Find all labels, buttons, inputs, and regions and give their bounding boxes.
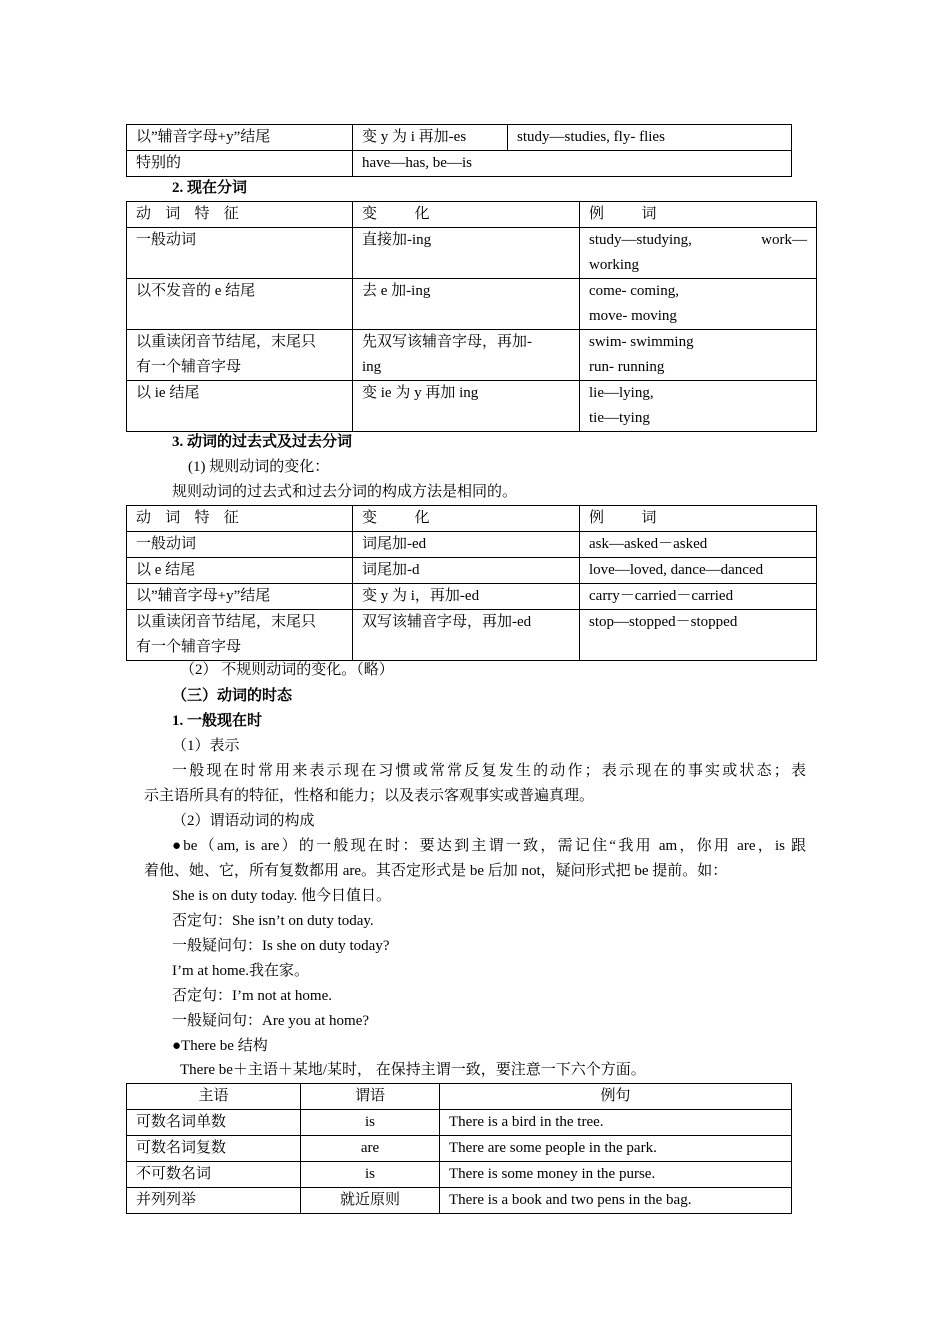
paragraph-text: 规则动词的过去式和过去分词的构成方法是相同的。 xyxy=(172,484,518,500)
table-cell xyxy=(580,279,817,330)
table-row xyxy=(127,584,817,610)
paragraph-line: 一般现在时常用来表示现在习惯或常常反复发生的动作；表示现在的事实或状态；表 xyxy=(172,763,806,779)
spelling-table-continued xyxy=(126,124,792,177)
part-heading: （三）动词的时态 xyxy=(172,688,293,704)
table-cell: 并列列举 xyxy=(127,1188,301,1214)
column-header: 动 词 特 征 xyxy=(127,202,353,228)
table-row xyxy=(127,532,817,558)
cell-line: tie—tying xyxy=(589,410,650,426)
table-cell: 去 e 加-ing xyxy=(353,279,580,330)
table-cell: 直接加-ing xyxy=(353,228,580,279)
present-participle-table xyxy=(126,201,817,432)
table-row xyxy=(127,330,817,381)
subsection-heading: ●There be 结构 xyxy=(172,1038,268,1054)
table-header-row xyxy=(127,506,817,532)
table-cell: have—has, be—is xyxy=(353,151,792,177)
example-line: She is on duty today. 他今日值日。 xyxy=(172,888,392,904)
there-be-table xyxy=(126,1083,792,1214)
table-row xyxy=(127,279,817,330)
paragraph-line: 示主语所具有的特征，性格和能力；以及表示客观事实或普遍真理。 xyxy=(144,788,595,804)
cell-line: 有一个辅音字母 xyxy=(136,359,242,375)
cell-line: swim- swimming xyxy=(589,334,694,350)
table-cell: stop—stopped－stopped xyxy=(580,610,817,661)
cell-line: run- running xyxy=(589,359,665,375)
subsection-heading: （2）谓语动词的构成 xyxy=(172,813,315,829)
table-cell: 词尾加-ed xyxy=(353,532,580,558)
cell-line: study—studying, work— xyxy=(589,232,807,248)
column-header: 例 词 xyxy=(580,202,817,228)
table-cell: 以不发音的 e 结尾 xyxy=(127,279,353,330)
table-cell: 可数名词单数 xyxy=(127,1110,301,1136)
table-cell: is xyxy=(301,1110,440,1136)
table-cell: 以 e 结尾 xyxy=(127,558,353,584)
table-cell: 以 ie 结尾 xyxy=(127,381,353,432)
table-cell: 就近原则 xyxy=(301,1188,440,1214)
table-row xyxy=(127,228,817,279)
table-row xyxy=(127,558,817,584)
column-header: 主语 xyxy=(127,1084,301,1110)
table-row xyxy=(127,1110,792,1136)
table-cell xyxy=(353,330,580,381)
table-row xyxy=(127,1188,792,1214)
cell-line: come- coming, xyxy=(589,283,679,299)
column-header: 动 词 特 征 xyxy=(127,506,353,532)
table-row xyxy=(127,610,817,661)
cell-line: ing xyxy=(362,359,382,375)
table-cell: 变 y 为 i 再加-es xyxy=(353,125,508,151)
section-heading: 3. 动词的过去式及过去分词 xyxy=(172,434,353,450)
table-cell: love—loved, dance—danced xyxy=(580,558,817,584)
example-line: 否定句：She isn’t on duty today. xyxy=(172,913,374,929)
table-cell: There is a book and two pens in the bag. xyxy=(440,1188,792,1214)
table-cell: 变 y 为 i，再加-ed xyxy=(353,584,580,610)
column-header: 变 化 xyxy=(353,506,580,532)
table-cell: There are some people in the park. xyxy=(440,1136,792,1162)
table-cell xyxy=(580,330,817,381)
table-row xyxy=(127,381,817,432)
column-header: 谓语 xyxy=(301,1084,440,1110)
column-header: 例 词 xyxy=(580,506,817,532)
table-row xyxy=(127,151,792,177)
cell-line: move- moving xyxy=(589,308,677,324)
table-cell: 以”辅音字母+y”结尾 xyxy=(127,584,353,610)
cell-line: lie—lying, xyxy=(589,385,654,401)
table-cell xyxy=(580,381,817,432)
table-cell: 双写该辅音字母，再加-ed xyxy=(353,610,580,661)
table-cell: 一般动词 xyxy=(127,228,353,279)
table-row xyxy=(127,1162,792,1188)
paragraph-text: There be＋主语＋某地/某时， 在保持主谓一致，要注意一下六个方面。 xyxy=(180,1062,646,1078)
example-line: 一般疑问句：Is she on duty today? xyxy=(172,938,390,954)
paragraph-line: 着他、她、它，所有复数都用 are。其否定形式是 be 后加 not，疑问形式把 be 提前。如： xyxy=(144,863,728,879)
table-cell: are xyxy=(301,1136,440,1162)
example-line: 否定句：I’m not at home. xyxy=(172,988,332,1004)
cell-line: 先双写该辅音字母，再加- xyxy=(362,334,532,350)
column-header: 例句 xyxy=(440,1084,792,1110)
table-cell: 一般动词 xyxy=(127,532,353,558)
table-cell: 以”辅音字母+y”结尾 xyxy=(127,125,353,151)
paragraph-line: ●be（am, is are）的一般现在时：要达到主谓一致，需记住“我用 am，你用 are，is 跟 xyxy=(172,838,806,854)
table-cell: ask—asked－asked xyxy=(580,532,817,558)
table-cell: is xyxy=(301,1162,440,1188)
past-tense-table xyxy=(126,505,817,661)
table-cell: There is some money in the purse. xyxy=(440,1162,792,1188)
table-cell: 变 ie 为 y 再加 ing xyxy=(353,381,580,432)
table-cell: 不可数名词 xyxy=(127,1162,301,1188)
table-cell: 词尾加-d xyxy=(353,558,580,584)
section-heading: 2. 现在分词 xyxy=(172,180,248,196)
cell-line: working xyxy=(589,257,639,273)
section-heading: 1. 一般现在时 xyxy=(172,713,263,729)
cell-line: 有一个辅音字母 xyxy=(136,639,242,655)
table-header-row xyxy=(127,202,817,228)
cell-line: 以重读闭音节结尾，末尾只 xyxy=(136,334,317,350)
table-cell: carry－carried－carried xyxy=(580,584,817,610)
subsection-heading: (1) 规则动词的变化： xyxy=(188,459,330,475)
paragraph-text: （2） 不规则动词的变化。（略） xyxy=(180,662,394,678)
table-cell: 特别的 xyxy=(127,151,353,177)
cell-line: 以重读闭音节结尾，末尾只 xyxy=(136,614,317,630)
table-cell xyxy=(580,228,817,279)
table-cell xyxy=(127,330,353,381)
table-cell: 可数名词复数 xyxy=(127,1136,301,1162)
subsection-heading: （1）表示 xyxy=(172,738,240,754)
example-line: 一般疑问句：Are you at home? xyxy=(172,1013,370,1029)
table-row xyxy=(127,125,792,151)
example-line: I’m at home.我在家。 xyxy=(172,963,310,979)
table-row xyxy=(127,1136,792,1162)
table-header-row xyxy=(127,1084,792,1110)
table-cell: There is a bird in the tree. xyxy=(440,1110,792,1136)
table-cell: study—studies, fly- flies xyxy=(508,125,792,151)
table-cell xyxy=(127,610,353,661)
column-header: 变 化 xyxy=(353,202,580,228)
